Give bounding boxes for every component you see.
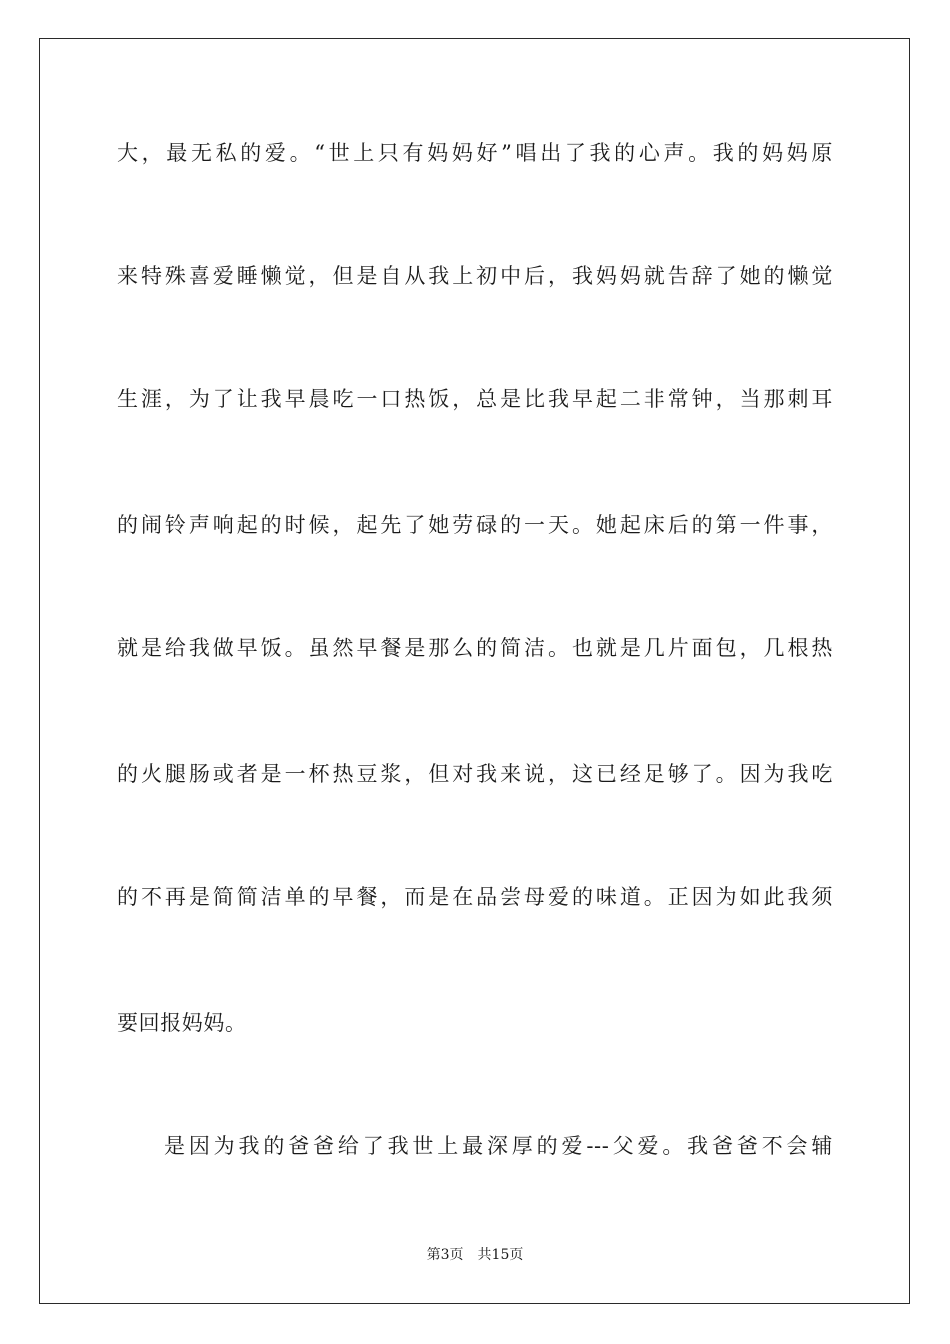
text-line-1: 大，最无私的爱。“世上只有妈妈好”唱出了我的心声。我的妈妈原	[117, 141, 833, 165]
text-line-3: 生涯，为了让我早晨吃一口热饭，总是比我早起二非常钟，当那刺耳	[117, 387, 833, 411]
text-line-2: 来特殊喜爱睡懒觉，但是自从我上初中后，我妈妈就告辞了她的懒觉	[117, 264, 833, 288]
text-line-next-paragraph: 是因为我的爸爸给了我世上最深厚的爱---父爱。我爸爸不会辅	[164, 1134, 833, 1158]
text-line-6: 的火腿肠或者是一杯热豆浆，但对我来说，这已经足够了。因为我吃	[117, 762, 833, 786]
page-border	[39, 38, 910, 1304]
page-total: 共15页	[477, 1247, 524, 1263]
text-line-8: 要回报妈妈。	[117, 1011, 247, 1035]
text-line-7: 的不再是简简洁单的早餐，而是在品尝母爱的味道。正因为如此我须	[117, 885, 833, 909]
page-footer	[0, 1245, 950, 1265]
text-line-5: 就是给我做早饭。虽然早餐是那么的简洁。也就是几片面包，几根热	[117, 636, 833, 660]
page-number: 第3页	[426, 1247, 464, 1263]
text-line-4: 的闹铃声响起的时候，起先了她劳碌的一天。她起床后的第一件事，	[117, 513, 833, 537]
